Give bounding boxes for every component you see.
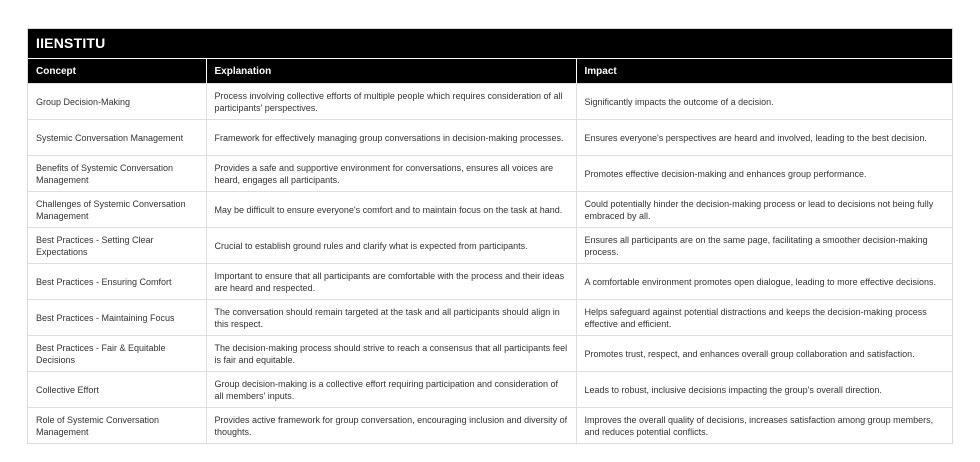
cell-concept: Best Practices - Setting Clear Expectations (28, 228, 206, 264)
table-row (28, 84, 952, 120)
column-header-explanation: Explanation (206, 59, 576, 84)
cell-impact: A comfortable environment promotes open dialogue, leading to more effective decisions. (576, 264, 952, 300)
table-row (28, 408, 952, 444)
table-row (28, 336, 952, 372)
cell-explanation: Important to ensure that all participants are comfortable with the process and their ideas are heard and respected. (206, 264, 576, 300)
concept-table (28, 58, 952, 443)
table-header-row (28, 59, 952, 84)
cell-concept: Systemic Conversation Management (28, 120, 206, 156)
cell-concept: Role of Systemic Conversation Management (28, 408, 206, 444)
cell-impact: Ensures all participants are on the same page, facilitating a smoother decision-making process. (576, 228, 952, 264)
cell-impact: Significantly impacts the outcome of a decision. (576, 84, 952, 120)
cell-impact: Ensures everyone's perspectives are heard and involved, leading to the best decision. (576, 120, 952, 156)
table-row (28, 120, 952, 156)
cell-concept: Challenges of Systemic Conversation Management (28, 192, 206, 228)
column-header-concept: Concept (28, 59, 206, 84)
cell-impact: Promotes trust, respect, and enhances overall group collaboration and satisfaction. (576, 336, 952, 372)
cell-impact: Leads to robust, inclusive decisions impacting the group's overall direction. (576, 372, 952, 408)
cell-impact: Could potentially hinder the decision-making process or lead to decisions not being fully embraced by all. (576, 192, 952, 228)
cell-concept: Collective Effort (28, 372, 206, 408)
table-row (28, 372, 952, 408)
cell-explanation: The decision-making process should strive to reach a consensus that all participants feel is fair and equitable. (206, 336, 576, 372)
table-row (28, 192, 952, 228)
cell-concept: Best Practices - Ensuring Comfort (28, 264, 206, 300)
cell-explanation: May be difficult to ensure everyone's comfort and to maintain focus on the task at hand. (206, 192, 576, 228)
cell-explanation: Group decision-making is a collective effort requiring participation and consideration of all members' inputs. (206, 372, 576, 408)
table-body (28, 84, 952, 444)
brand-title: IIENSTITU (28, 29, 952, 58)
cell-concept: Benefits of Systemic Conversation Management (28, 156, 206, 192)
table-row (28, 156, 952, 192)
cell-explanation: Process involving collective efforts of multiple people which requires consideration of all participants' perspectives. (206, 84, 576, 120)
table-row (28, 300, 952, 336)
cell-explanation: Provides a safe and supportive environment for conversations, ensures all voices are heard, engages all participants. (206, 156, 576, 192)
cell-explanation: The conversation should remain targeted at the task and all participants should align in this respect. (206, 300, 576, 336)
cell-concept: Best Practices - Maintaining Focus (28, 300, 206, 336)
table-row (28, 228, 952, 264)
cell-explanation: Crucial to establish ground rules and clarify what is expected from participants. (206, 228, 576, 264)
column-header-impact: Impact (576, 59, 952, 84)
cell-concept: Best Practices - Fair & Equitable Decisions (28, 336, 206, 372)
cell-impact: Promotes effective decision-making and enhances group performance. (576, 156, 952, 192)
concept-table-card (27, 28, 953, 444)
cell-impact: Helps safeguard against potential distractions and keeps the decision-making process effective and efficient. (576, 300, 952, 336)
cell-concept: Group Decision-Making (28, 84, 206, 120)
cell-explanation: Provides active framework for group conversation, encouraging inclusion and diversity of thoughts. (206, 408, 576, 444)
cell-explanation: Framework for effectively managing group conversations in decision-making processes. (206, 120, 576, 156)
table-row (28, 264, 952, 300)
cell-impact: Improves the overall quality of decisions, increases satisfaction among group members, and reduces potential conflicts. (576, 408, 952, 444)
